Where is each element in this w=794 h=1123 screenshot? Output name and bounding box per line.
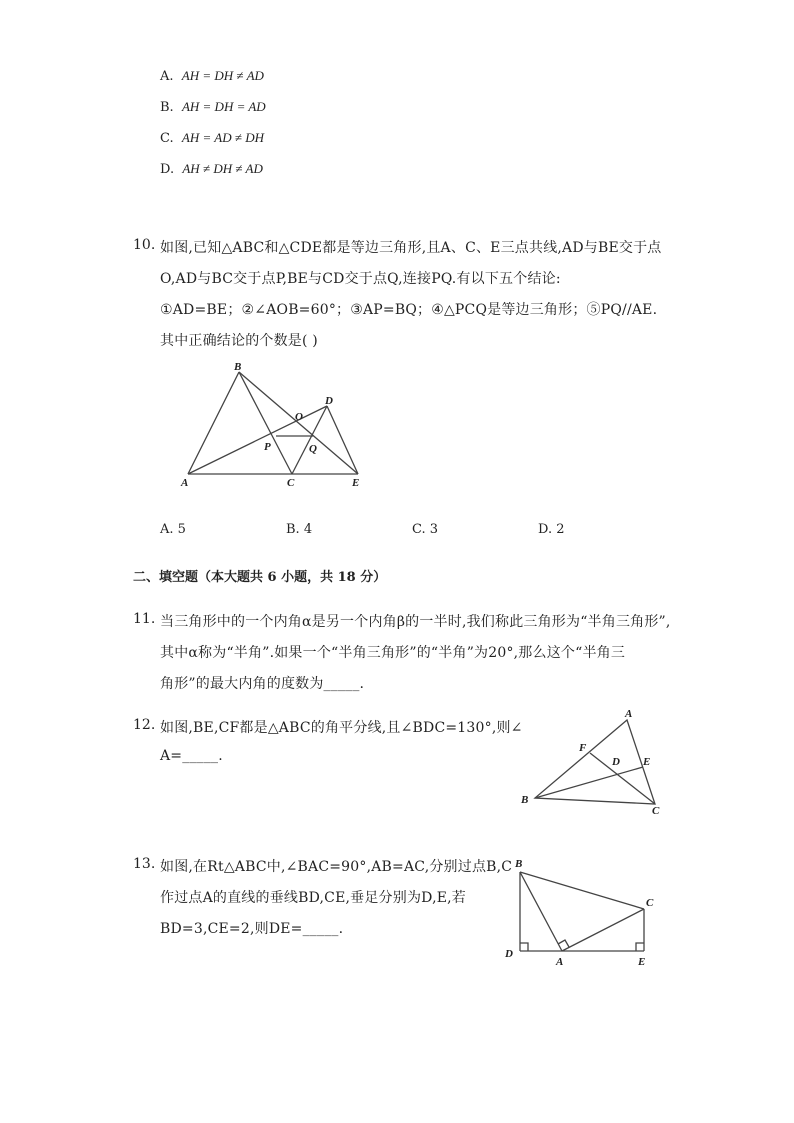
label-a: A <box>625 708 633 720</box>
q13-number: 13. <box>133 856 156 872</box>
line-bc <box>520 872 644 909</box>
line-ba <box>520 872 562 951</box>
line-ad <box>188 406 327 474</box>
right-angle-e <box>636 943 644 951</box>
q9-option-b: B. AH = DH = AD <box>160 99 266 115</box>
q13-line-2: 作过点A的直线的垂线BD,CE,垂足分别为D,E,若 <box>160 890 467 906</box>
q10-choice-b: B. 4 <box>286 522 313 537</box>
q11-number: 11. <box>133 611 156 627</box>
q10-line-2: O,AD与BC交于点P,BE与CD交于点Q,连接PQ.有以下五个结论: <box>160 271 561 287</box>
q10-figure <box>176 362 371 492</box>
q11-line-3: 角形”的最大内角的度数为_____. <box>160 676 365 692</box>
q10-line-3: ①AD=BE；②∠AOB=60°；③AP=BQ；④△PCQ是等边三角形；⑤PQ//AE. <box>160 302 658 318</box>
q10-choice-a: A. 5 <box>160 522 186 537</box>
label-c: C <box>646 897 654 909</box>
label-c: C <box>287 477 295 489</box>
label-b: B <box>234 362 242 373</box>
triangle-abc <box>535 720 655 804</box>
label-e: E <box>643 756 651 768</box>
q13-figure <box>500 852 670 972</box>
q12-number: 12. <box>133 717 156 733</box>
line-ab <box>188 372 239 474</box>
line-bc <box>239 372 292 474</box>
q10-line-4: 其中正确结论的个数是( ) <box>160 333 318 349</box>
q13-line-3: BD=3,CE=2,则DE=_____. <box>160 921 344 937</box>
q11-line-2: 其中α称为“半角”.如果一个“半角三角形”的“半角”为20°,那么这个“半角三 <box>160 645 626 661</box>
label-b: B <box>515 858 523 870</box>
section-header-fill-in: 二、填空题（本大题共 6 小题，共 18 分） <box>133 570 387 585</box>
label-d: D <box>505 948 513 960</box>
label-b: B <box>521 794 529 806</box>
label-d: D <box>612 756 620 768</box>
q10-line-1: 如图,已知△ABC和△CDE都是等边三角形,且A、C、E三点共线,AD与BE交于点 <box>160 240 662 256</box>
label-a: A <box>181 477 189 489</box>
q10-choice-c: C. 3 <box>412 522 439 537</box>
q10-number: 10. <box>133 237 156 253</box>
label-e: E <box>352 477 360 489</box>
label-q: Q <box>309 443 317 455</box>
q12-figure <box>515 706 675 816</box>
q9-option-a: A. AH = DH ≠ AD <box>160 68 264 84</box>
label-o: O <box>295 411 303 423</box>
label-f: F <box>579 742 587 754</box>
label-e: E <box>638 956 646 968</box>
label-d: D <box>325 395 333 407</box>
right-angle-d <box>520 943 528 951</box>
q12-line-1: 如图,BE,CF都是△ABC的角平分线,且∠BDC=130°,则∠ <box>160 720 523 736</box>
q9-option-c: C. AH = AD ≠ DH <box>160 130 264 146</box>
q9-option-d: D. AH ≠ DH ≠ AD <box>160 161 263 177</box>
q12-line-2: A=_____. <box>160 748 223 764</box>
line-be <box>239 372 358 474</box>
label-c: C <box>652 805 660 816</box>
q13-line-1: 如图,在Rt△ABC中,∠BAC=90°,AB=AC,分别过点B,C <box>160 859 513 875</box>
q10-choice-d: D. 2 <box>538 522 565 537</box>
label-a: A <box>556 956 564 968</box>
line-de <box>327 406 358 474</box>
q11-line-1: 当三角形中的一个内角α是另一个内角β的一半时,我们称此三角形为“半角三角形”, <box>160 614 671 630</box>
line-ac <box>562 909 644 951</box>
label-p: P <box>264 441 271 453</box>
